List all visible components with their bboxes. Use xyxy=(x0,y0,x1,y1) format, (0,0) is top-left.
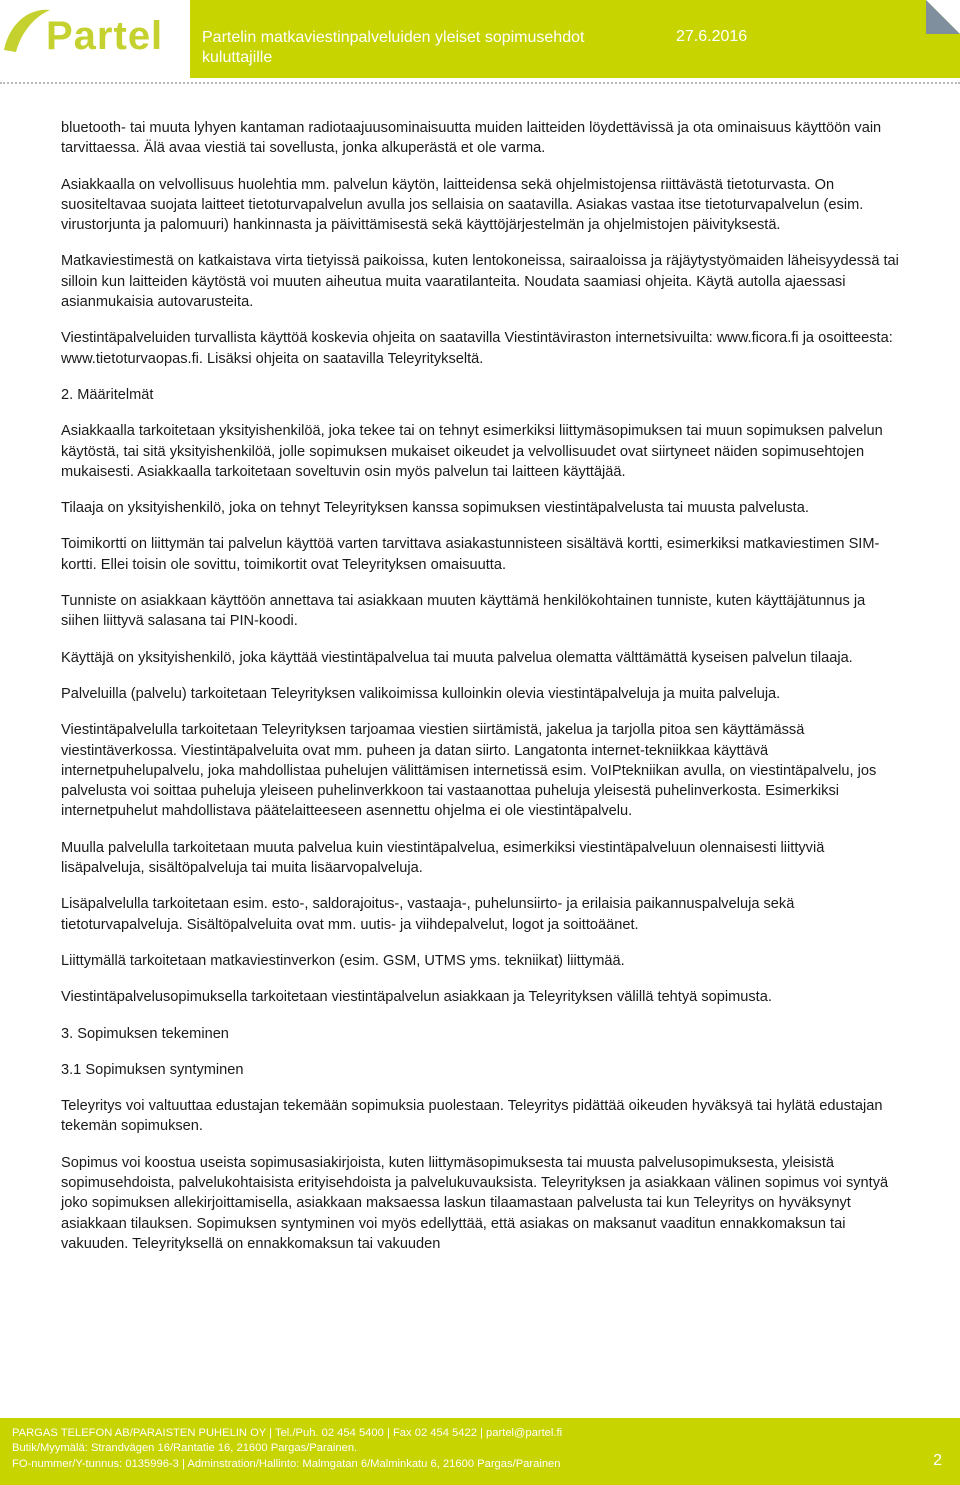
section-heading: 2. Määritelmät xyxy=(61,386,154,403)
footer-address: Butik/Myymälä: Strandvägen 16/Rantatie 16, 21600 Pargas/Parainen. xyxy=(12,1442,358,1454)
subsection-heading: 3.1 Sopimuksen syntyminen xyxy=(61,1061,244,1078)
document-date: 27.6.2016 xyxy=(676,28,748,45)
paragraph: Liittymällä tarkoitetaan matkaviestinverkon (esim. GSM, UTMS yms. tekniikat) liittymää. xyxy=(61,952,625,969)
header-divider xyxy=(0,82,960,84)
logo xyxy=(0,0,190,82)
footer-contact: PARGAS TELEFON AB/PARAISTEN PUHELIN OY | Tel./Puh. 02 454 5400 | Fax 02 454 5422 | partel@partel.fi xyxy=(12,1427,563,1439)
section-heading: 3. Sopimuksen tekeminen xyxy=(61,1025,229,1042)
paragraph: Palveluilla (palvelu) tarkoitetaan Teleyrityksen valikoimissa kulloinkin olevia viestintäpalveluja ja muita palveluja. xyxy=(61,685,781,702)
logo-mark-icon xyxy=(0,2,52,62)
paragraph: Viestintäpalvelusopimuksella tarkoitetaan viestintäpalvelun asiakkaan ja Teleyrityksen välillä tehtyä sopimusta. xyxy=(61,989,772,1006)
paragraph: Viestintäpalvelulla tarkoitetaan Teleyrityksen tarjoamaa viestien siirtämistä, jakelua ja tarjolla pitoa sen käyttämässä viestintäverkossa. Viestintäpalveluita ovat mm. puheen ja datan siirto. Langatonta internet-tekniikkaa käyttävä internetpuhelupalvelu, joka mahdollistaa puhelujen välittämisen internetissä esim. VoIPtekniikan avulla, on viestintäpalvelu, jos palvelusta voi soittaa puheluja yleiseen puhelinverkkoon tai vastaanottaa puheluja yleisestä puhelinverkosta. Esimerkiksi internetpuhelut mahdollistava päätelaitteeseen asennettu ohjelma ei ole viestintäpalvelu. xyxy=(61,722,877,820)
paragraph: Käyttäjä on yksityishenkilö, joka käyttää viestintäpalvelua tai muuta palvelua olematta välttämättä kyseisen palvelun tilaaja. xyxy=(61,649,853,666)
paragraph: Matkaviestimestä on katkaistava virta tietyissä paikoissa, kuten lentokoneissa, sairaaloissa ja räjäytystyömaiden läheisyydessä tai silloin kun laitteiden käytöstä voi muuten aiheutua muita vaaratilanteita. Noudata saamiasi ohjeita. Käytä autolla ajaessasi asianmukaisia autovarusteita. xyxy=(61,253,899,311)
page-fold-icon xyxy=(926,0,960,34)
paragraph: Viestintäpalveluiden turvallista käyttöä koskevia ohjeita on saatavilla Viestintäviraston internetsivuilta: www.ficora.fi ja osoitteesta: www.tietoturvaopas.fi. Lisäksi ohjeita on saatavilla Teleyritykseltä. xyxy=(61,330,893,367)
page-number: 2 xyxy=(933,1452,942,1469)
document-title: Partelin matkaviestinpalveluiden yleiset sopimusehdot kuluttajille xyxy=(202,29,585,66)
page-footer xyxy=(0,1418,960,1485)
paragraph: Asiakkaalla on velvollisuus huolehtia mm. palvelun käytön, laitteidensa sekä ohjelmistojensa riittävästä tietoturvasta. On suositeltavaa suojata laitteet tietoturvapalvelun avulla jos sellaisia on saatavilla. Asiakas vastaa itse tietoturvapalvelun (esim. virustorjunta ja palomuuri) hankinnasta ja päivittämisestä sekä käyttöjärjestelmän ja ohjelmistojen päivityksestä. xyxy=(61,176,864,234)
title-band xyxy=(190,0,960,78)
paragraph: Teleyritys voi valtuuttaa edustajan tekemään sopimuksia puolestaan. Teleyritys pidättää oikeuden hyväksyä tai hylätä edustajan tekemän sopimuksen. xyxy=(61,1098,883,1135)
document-body xyxy=(61,118,901,1270)
paragraph: Lisäpalvelulla tarkoitetaan esim. esto-, saldorajoitus-, vastaaja-, puhelunsiirto- ja erilaisia paikannuspalveluja sekä tietoturvapalveluja. Sisältöpalveluita ovat mm. uutis- ja viihdepalvelut, logot ja soittoäänet. xyxy=(61,896,795,933)
footer-business-id: FO-nummer/Y-tunnus: 0135996-3 | Adminstration/Hallinto: Malmgatan 6/Malminkatu 6, 21600 Pargas/Parainen xyxy=(12,1458,561,1470)
paragraph: Toimikortti on liittymän tai palvelun käyttöä varten tarvittava asiakastunnisteen sisältävä kortti, esimerkiksi matkaviestimen SIM-kortti. Ellei toisin ole sovittu, toimikortit ovat Teleyrityksen omaisuutta. xyxy=(61,536,880,573)
paragraph: bluetooth- tai muuta lyhyen kantaman radiotaajuusominaisuutta muiden laitteiden löydettävissä ja ota ominaisuus käyttöön vain tarvittaessa. Älä avaa viestiä tai sovellusta, jonka alkuperästä et ole varma. xyxy=(61,120,882,157)
page-header xyxy=(0,0,960,82)
paragraph: Muulla palvelulla tarkoitetaan muuta palvelua kuin viestintäpalvelua, esimerkiksi viestintäpalveluun olennaisesti liittyviä lisäpalveluja, sisältöpalveluja tai muita lisäarvopalveluja. xyxy=(61,839,825,877)
paragraph: Sopimus voi koostua useista sopimusasiakirjoista, kuten liittymäsopimuksesta tai muusta palvelusopimuksesta, yleisistä sopimusehdoista, palvelukohtaisista erityisehdoista ja palvelukuvauksista. Teleyrityksen ja asiakkaan välinen sopimus voi syntyä joko sopimuksen allekirjoittamisella, asiakkaan maksaessa laskun tilaamastaan palvelusta tai kun Teleyritys on hyväksynyt asiakkaan tilauksen. Sopimuksen syntyminen voi myös edellyttää, että asiakas on maksanut vaaditun ennakkomaksun tai vakuuden. Teleyrityksellä on ennakkomaksun tai vakuuden xyxy=(61,1154,889,1252)
logo-text: Partel xyxy=(46,14,164,58)
paragraph: Tunniste on asiakkaan käyttöön annettava tai asiakkaan muuten käyttämä henkilökohtainen tunniste, kuten käyttäjätunnus ja siihen liittyvä salasana tai PIN-koodi. xyxy=(61,593,866,630)
paragraph: Tilaaja on yksityishenkilö, joka on tehnyt Teleyrityksen kanssa sopimuksen viestintäpalvelusta tai muusta palvelusta. xyxy=(61,500,809,517)
paragraph: Asiakkaalla tarkoitetaan yksityishenkilöä, joka tekee tai on tehnyt esimerkiksi liittymäsopimuksen tai muun sopimuksen palvelun käytöstä, tai sitä yksityishenkilöä, jolle sopimuksen mukaiset oikeudet ja velvollisuudet ovat siirtyneet näiden sopimusehtojen mukaisesti. Asiakkaalla tarkoitetaan soveltuvin osin myös palvelun tai laitteen käyttäjää. xyxy=(61,423,883,480)
